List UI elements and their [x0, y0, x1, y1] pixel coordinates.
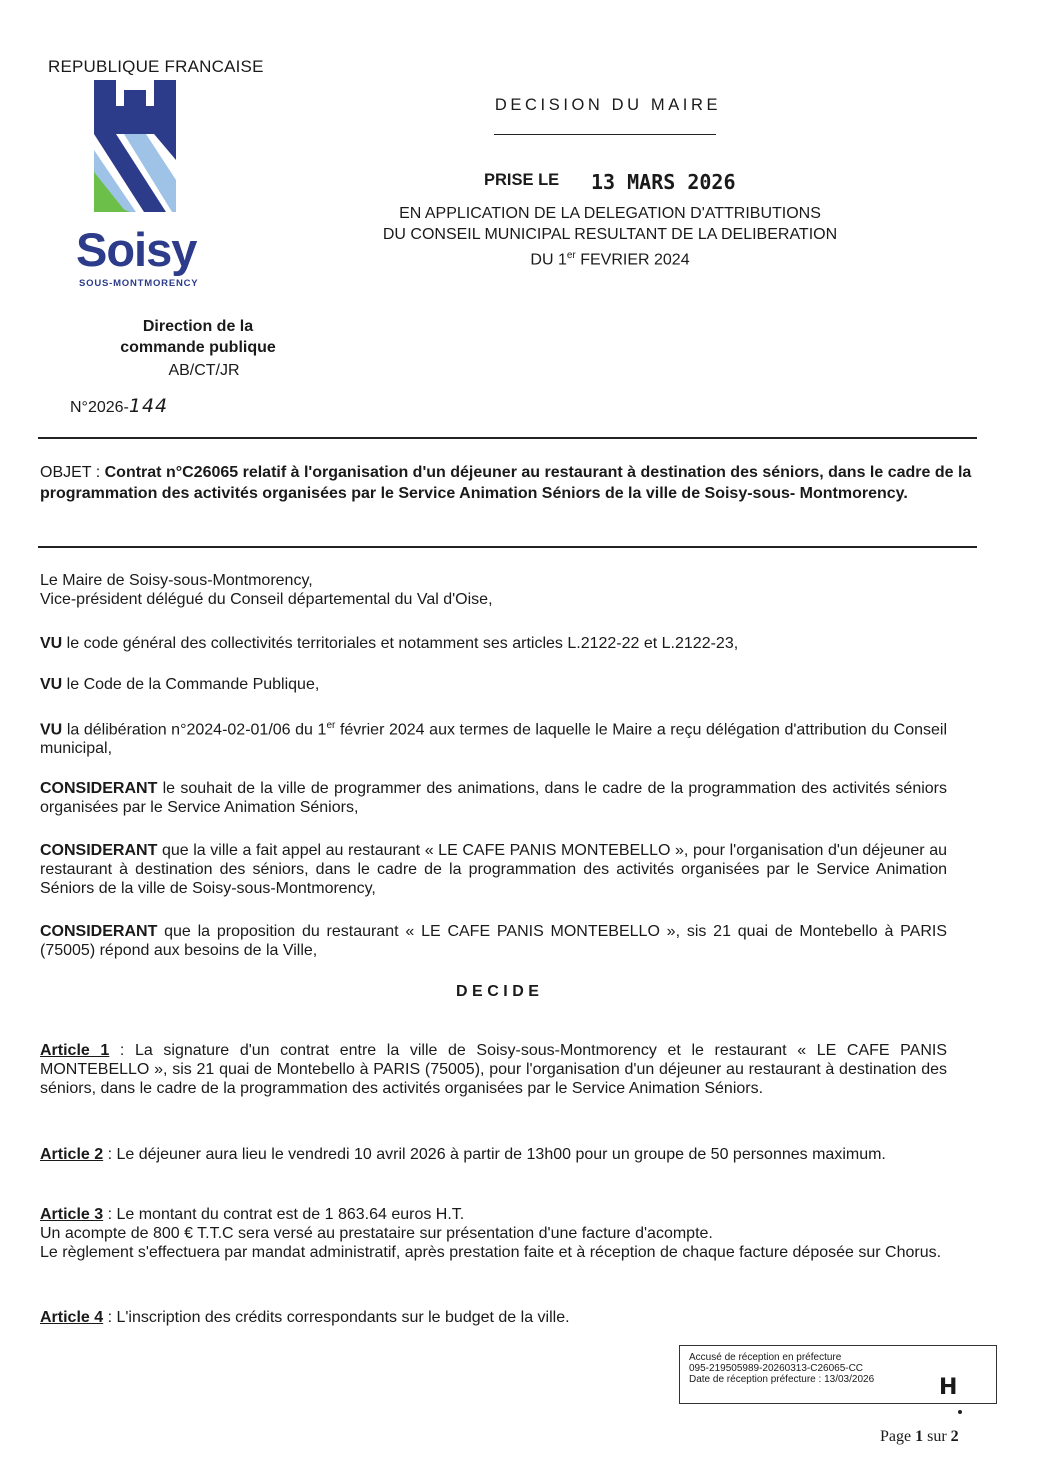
article-2-title: Article 2	[40, 1146, 104, 1163]
decision-number-handwritten: 144	[128, 395, 169, 417]
soisy-logo-subtitle: SOUS-MONTMORENCY	[79, 278, 199, 289]
considerant-paragraph-1: CONSIDERANT le souhait de la ville de programmer des animations, dans le cadre de la programmation des activités séniors organisées par le Service Animation Séniors,	[40, 780, 947, 816]
separator-bottom	[38, 546, 977, 548]
direction-line-1: Direction de la	[142, 318, 254, 335]
republique-francaise: REPUBLIQUE FRANCAISE	[48, 57, 264, 76]
delegation-line-3: DU 1er FEVRIER 2024	[530, 250, 690, 269]
considerant-paragraph-3: CONSIDERANT que la proposition du restaurant « LE CAFE PANIS MONTEBELLO », sis 21 quai de Montebello à PARIS (75005) répond aux besoins de la Ville,	[40, 923, 947, 959]
delegation-line-2: DU CONSEIL MUNICIPAL RESULTANT DE LA DELIBERATION	[382, 226, 838, 243]
preamble-line-2: Vice-président délégué du Conseil départemental du Val d'Oise,	[40, 591, 493, 608]
date-stamp: 13 MARS 2026	[591, 170, 736, 194]
separator-top	[38, 437, 977, 439]
article-3-title: Article 3	[40, 1206, 104, 1223]
vu-paragraph-3: VU la délibération n°2024-02-01/06 du 1er février 2024 aux termes de laquelle le Maire a reçu délégation d'attribution du Conseil municipal,	[40, 720, 948, 758]
decide-heading: DECIDE	[456, 983, 544, 1000]
decision-number	[70, 395, 168, 417]
objet-text: Contrat n°C26065 relatif à l'organisation d'un déjeuner au restaurant à destination des séniors, dans le cadre de la programmation des activités organisées par le Service Animation Séniors de la ville de Soisy-sous- Montmorency.	[40, 464, 972, 502]
direction-line-2: commande publique	[120, 339, 276, 356]
objet-label: OBJET :	[40, 464, 105, 481]
delegation-block	[340, 203, 880, 270]
preamble	[40, 571, 947, 609]
accuse-reception-text: Accusé de réception en préfecture 095-219505989-20260313-C26065-CC Date de réception préfecture : 13/03/2026	[689, 1352, 875, 1385]
prise-label: PRISE LE	[484, 171, 560, 189]
preamble-line-1: Le Maire de Soisy-sous-Montmorency,	[40, 572, 313, 589]
decision-number-prefix: N°2026-	[70, 399, 129, 416]
considerant-paragraph-2: CONSIDERANT que la ville a fait appel au restaurant « LE CAFE PANIS MONTEBELLO », pour l'organisation d'un déjeuner au restaurant à destination des séniors, dans le cadre de la programmation des activités organisées par le Service Animation Séniors de la ville de Soisy-sous-Montmorency,	[40, 842, 947, 897]
vu-paragraph-1: VU le code général des collectivités territoriales et notamment ses articles L.2122-22 et L.2122-23,	[40, 635, 739, 652]
article-1-title: Article 1	[40, 1042, 110, 1059]
initials-dot	[958, 1410, 962, 1414]
delegation-line-1: EN APPLICATION DE LA DELEGATION D'ATTRIBUTIONS	[399, 205, 821, 222]
article-1: Article 1 : La signature d'un contrat entre la ville de Soisy-sous-Montmorency et le restaurant « LE CAFE PANIS MONTEBELLO », sis 21 quai de Montebello à PARIS (75005), pour l'organisation d'un déjeuner au restaurant à destination des séniors, dans le cadre de la programmation des activités organisées par le Service Animation Séniors.	[40, 1042, 947, 1097]
soisy-logo-word: Soisy	[76, 223, 197, 276]
title-underline	[494, 134, 716, 135]
page-indicator: Page 1 sur 2	[880, 1428, 959, 1445]
objet-block	[40, 462, 975, 504]
article-3: Article 3 : Le montant du contrat est de 1 863.64 euros H.T. Un acompte de 800 € T.T.C sera versé au prestataire sur présentation d'une facture d'acompte. Le règlement s'effectuera par mandat administratif, après prestation faite et à réception de chaque facture déposée sur Chorus.	[40, 1206, 942, 1261]
reference-code: AB/CT/JR	[168, 362, 240, 379]
decision-title: DECISION DU MAIRE	[494, 96, 722, 114]
article-4: Article 4 : L'inscription des crédits correspondants sur le budget de la ville.	[40, 1309, 570, 1326]
article-2: Article 2 : Le déjeuner aura lieu le vendredi 10 avril 2026 à partir de 13h00 pour un groupe de 50 personnes maximum.	[40, 1146, 886, 1163]
handwritten-initials: H	[939, 1375, 958, 1400]
article-4-title: Article 4	[40, 1309, 104, 1326]
direction-label	[110, 316, 286, 358]
vu-paragraph-2: VU le Code de la Commande Publique,	[40, 676, 320, 693]
